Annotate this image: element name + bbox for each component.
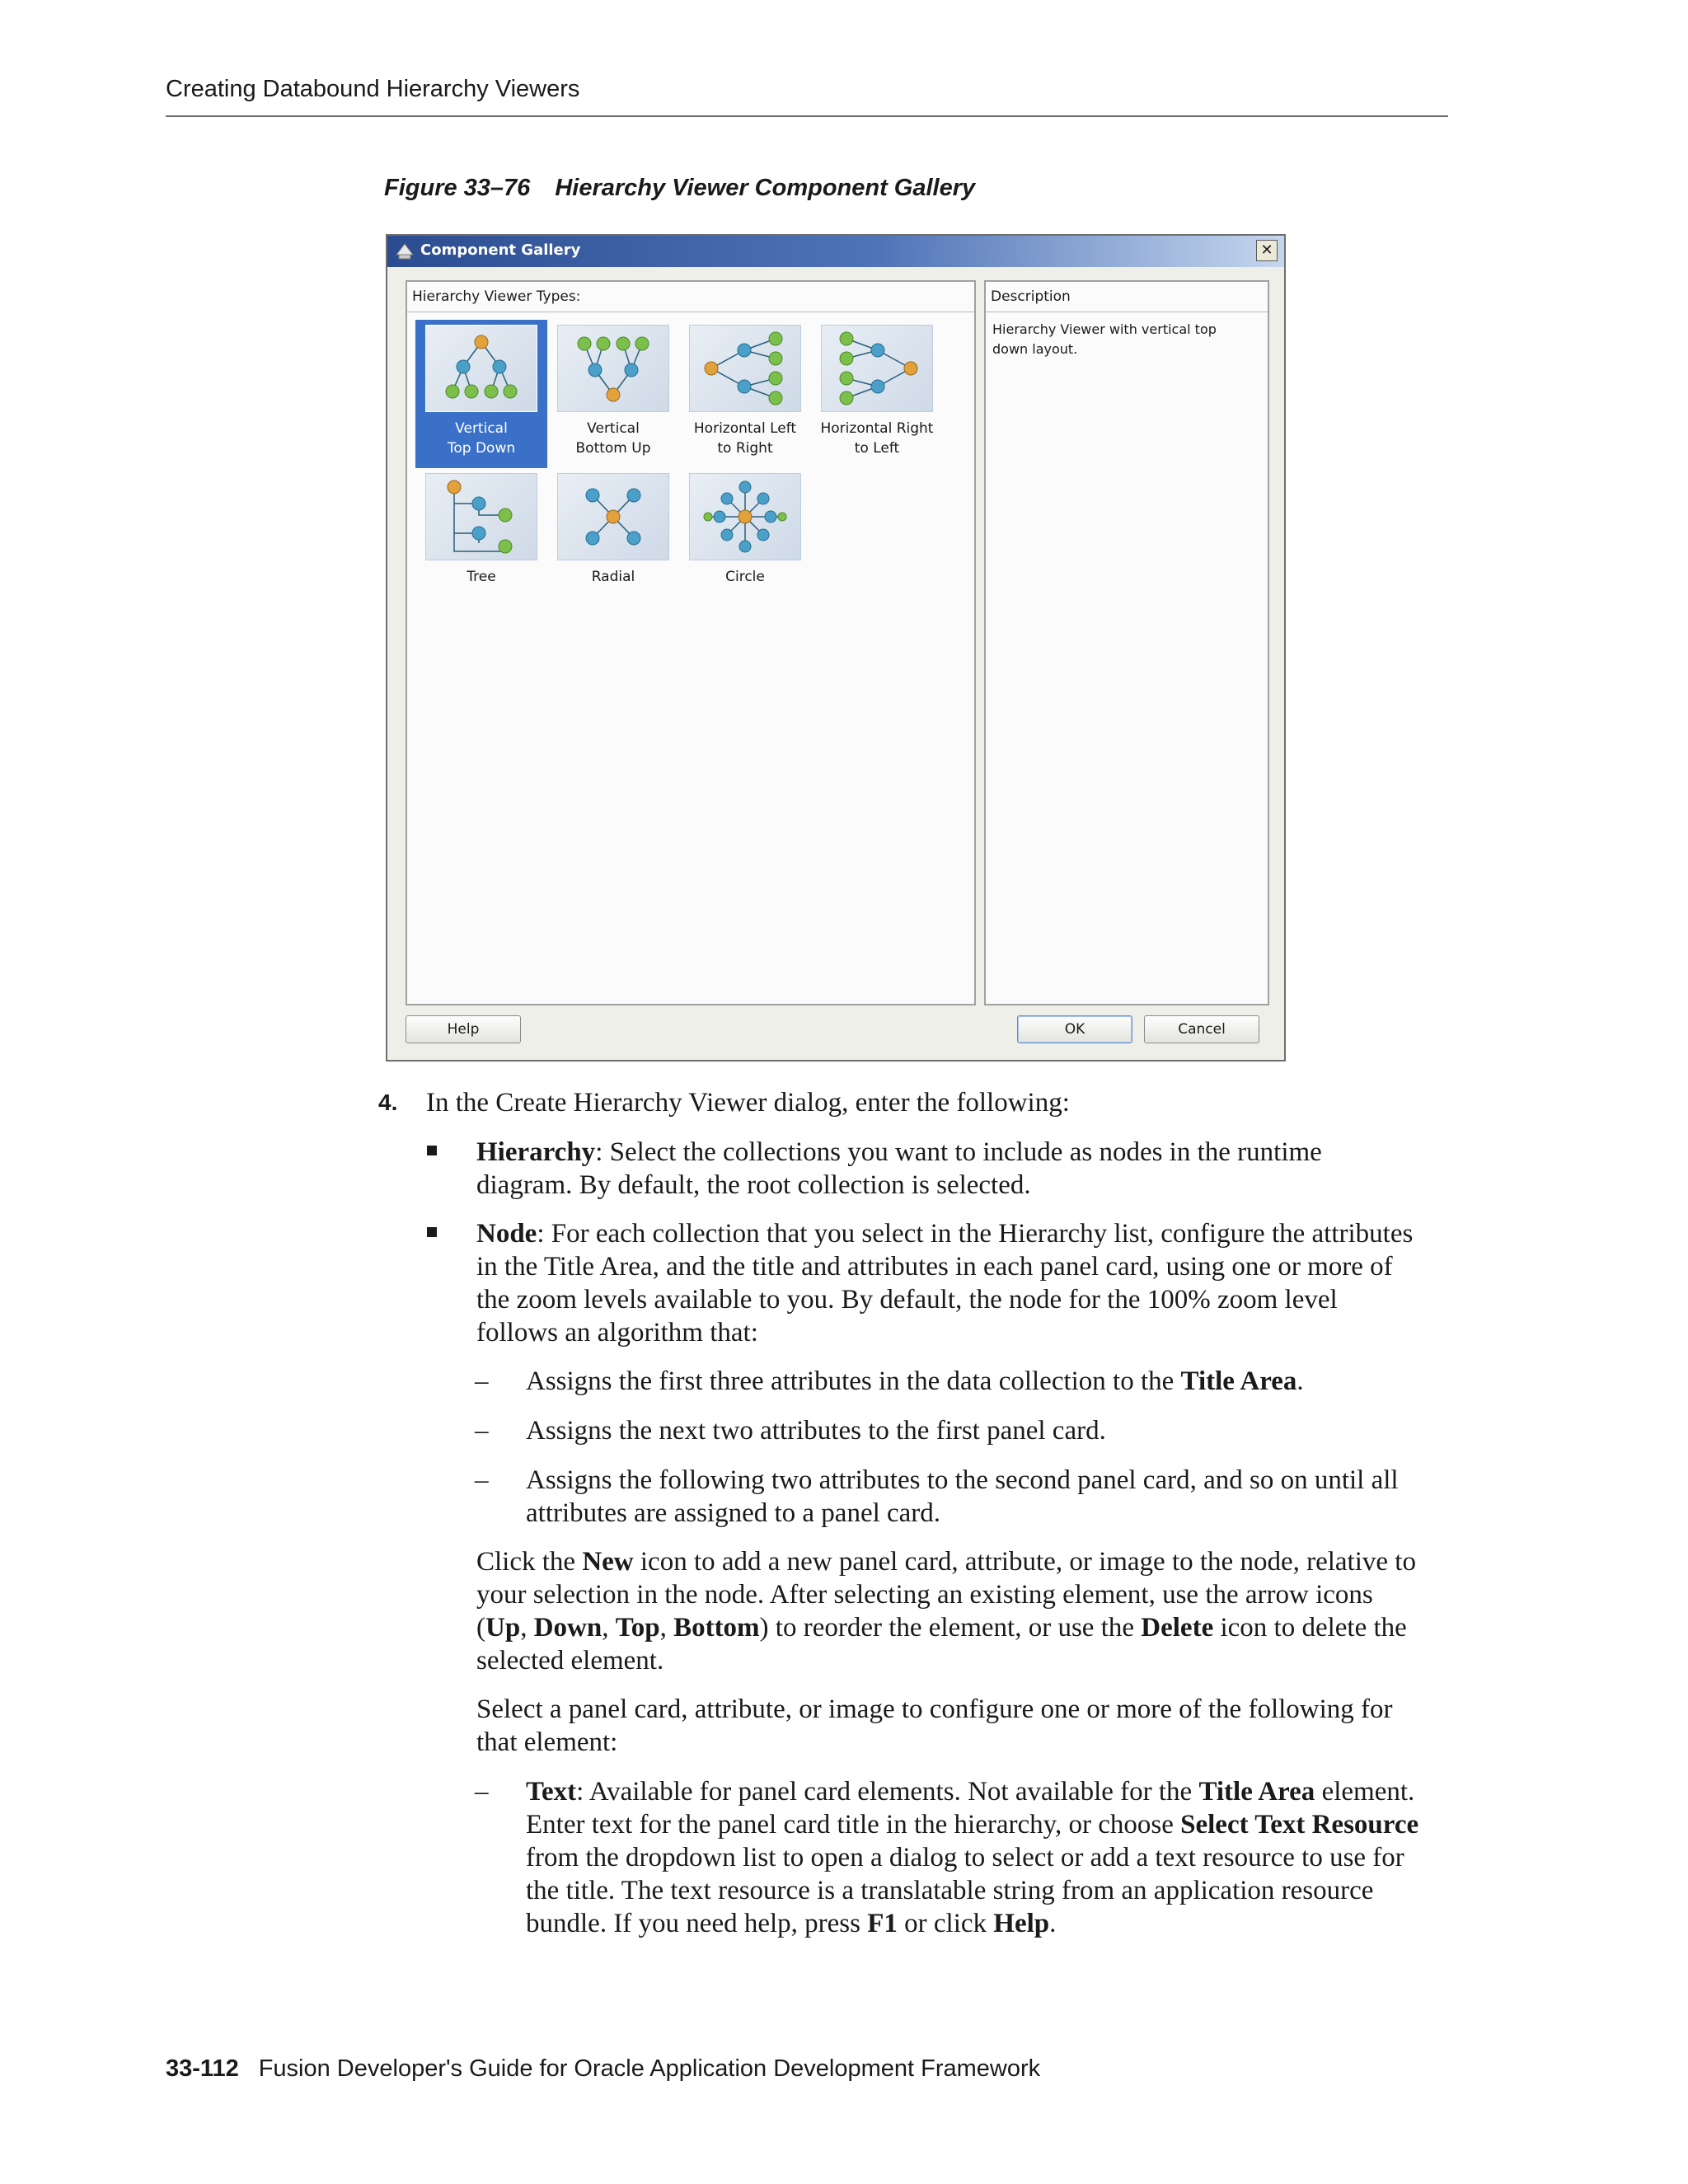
figure-title: Hierarchy Viewer Component Gallery xyxy=(555,175,976,201)
tree-icon xyxy=(426,474,537,560)
dialog-title: Component Gallery xyxy=(420,241,581,259)
horizontal-right-left-icon xyxy=(822,326,932,411)
paragraph-select-element: Select a panel card, attribute, or image to configure one or more of the following for that element: xyxy=(476,1694,1393,1757)
type-tile-circle[interactable] xyxy=(679,468,811,616)
dash-text: Assigns the next two attributes to the first panel card. xyxy=(526,1416,1106,1446)
type-label-line2: to Right xyxy=(717,440,773,457)
dash-mark: – xyxy=(475,1465,489,1495)
type-label xyxy=(547,567,679,587)
bullet-text xyxy=(476,1217,1424,1349)
figure-number: Figure 33–76 xyxy=(384,175,531,201)
horizontal-left-right-icon xyxy=(690,326,800,411)
circle-icon xyxy=(690,474,800,560)
thumb-frame xyxy=(689,473,801,560)
type-label-line1: Horizontal Right xyxy=(820,420,934,437)
description-label: Description xyxy=(991,288,1071,305)
type-label xyxy=(679,419,811,458)
text-run: . xyxy=(1049,1909,1057,1938)
page-footer xyxy=(166,2055,1040,2083)
cancel-button[interactable]: Cancel xyxy=(1144,1015,1259,1043)
bullet-body: : For each collection that you select in the Hierarchy list, configure the attributes in the Title Area, and the title and attributes in each panel card, using one or more of the zoom levels available to you. By default, the node for the 100% zoom level follows an algorithm that: xyxy=(476,1219,1414,1347)
type-label xyxy=(547,419,679,458)
type-tile-tree[interactable] xyxy=(415,468,547,616)
dash-end: . xyxy=(1296,1366,1304,1396)
thumb-frame xyxy=(689,325,801,412)
dash-mark: – xyxy=(475,1416,489,1446)
thumb-frame xyxy=(557,473,669,560)
text-run: Click the xyxy=(476,1547,583,1577)
dash-text: Assigns the following two attributes to the second panel card, and so on until all attributes are assigned to a panel card. xyxy=(526,1465,1399,1528)
bold-run: Select Text Resource xyxy=(1180,1810,1419,1840)
types-panel xyxy=(406,280,976,1005)
type-label-line1: Radial xyxy=(591,569,635,585)
type-tile-vertical-bottom-up[interactable] xyxy=(547,320,679,468)
types-label: Hierarchy Viewer Types: xyxy=(412,288,581,305)
bold-run: Bottom xyxy=(673,1613,760,1643)
gallery-app-icon xyxy=(394,241,415,262)
vertical-bottom-up-icon xyxy=(558,326,668,411)
thumb-frame xyxy=(425,325,537,412)
step-number: 4. xyxy=(378,1090,398,1115)
type-label-line2: Bottom Up xyxy=(575,440,651,457)
radial-icon xyxy=(558,474,668,560)
type-label xyxy=(415,567,547,587)
close-button[interactable] xyxy=(1256,240,1278,261)
type-label-line1: Horizontal Left xyxy=(693,420,797,437)
text-run: icon to add a new panel card, attribute, or image to the node, relative to your selection in the node. After selecting an existing element, use the arrow icons ( xyxy=(476,1547,1416,1643)
dash-mark: – xyxy=(475,1777,489,1807)
bold-run: Help xyxy=(993,1909,1050,1938)
text-run: , xyxy=(520,1613,534,1643)
type-label-line2: Top Down xyxy=(447,440,516,457)
dash-text xyxy=(526,1365,1424,1398)
dash-bold: Title Area xyxy=(1180,1366,1297,1396)
type-tile-horizontal-right-left[interactable] xyxy=(811,320,943,468)
text-run: from the dropdown list to open a dialog to select or add a text resource to use for the title. The text resource is a translatable string from an application resource bundle. If you need help, press xyxy=(526,1843,1404,1938)
paragraph-new-icon xyxy=(476,1545,1424,1677)
type-tile-horizontal-left-right[interactable] xyxy=(679,320,811,468)
dash-mark: – xyxy=(475,1366,489,1396)
type-label xyxy=(679,567,811,587)
text-run: , xyxy=(659,1613,674,1643)
bullet-text xyxy=(476,1136,1424,1202)
bold-run: Delete xyxy=(1141,1613,1214,1643)
dash-text xyxy=(526,1775,1424,1940)
description-panel xyxy=(984,280,1269,1005)
type-label xyxy=(415,419,547,458)
close-icon: ✕ xyxy=(1260,241,1273,259)
text-run: , xyxy=(602,1613,616,1643)
bold-run: Up xyxy=(485,1613,521,1643)
bold-run: F1 xyxy=(867,1909,898,1938)
type-label-line1: Tree xyxy=(467,569,496,585)
type-label-line1: Vertical xyxy=(587,420,640,437)
text-run: element. Enter text for the panel card title in the hierarchy, or choose xyxy=(526,1777,1415,1840)
bold-run: Down xyxy=(533,1613,603,1643)
page-header: Creating Databound Hierarchy Viewers xyxy=(166,76,580,102)
book-title: Fusion Developer's Guide for Oracle Application Development Framework xyxy=(258,2055,1041,2082)
bullet-body: : Select the collections you want to include as nodes in the runtime diagram. By default, the root collection is selected. xyxy=(476,1137,1322,1200)
bold-run: Text xyxy=(526,1777,577,1807)
vertical-top-down-icon xyxy=(426,326,537,411)
type-label-line1: Circle xyxy=(725,569,765,585)
header-rule xyxy=(166,115,1448,117)
bullet-square-icon xyxy=(427,1146,437,1155)
type-tile-vertical-top-down[interactable] xyxy=(415,320,547,468)
text-run: : Available for panel card elements. Not available for the xyxy=(576,1777,1199,1807)
bold-run: Title Area xyxy=(1198,1777,1315,1807)
description-text: Hierarchy Viewer with vertical top down layout. xyxy=(992,321,1217,357)
component-gallery-dialog xyxy=(386,234,1286,1062)
step-text: In the Create Hierarchy Viewer dialog, enter the following: xyxy=(426,1088,1070,1118)
thumb-frame xyxy=(425,473,537,560)
thumb-frame xyxy=(821,325,933,412)
page-number: 33-112 xyxy=(166,2055,239,2082)
bullet-term: Hierarchy xyxy=(476,1137,596,1167)
bullet-square-icon xyxy=(427,1227,437,1237)
text-run: icon to delete the selected element. xyxy=(476,1613,1407,1675)
type-label-line1: Vertical xyxy=(455,420,508,437)
type-label-line2: to Left xyxy=(854,440,900,457)
bold-run: Top xyxy=(615,1613,660,1643)
ok-button[interactable]: OK xyxy=(1017,1015,1132,1043)
dialog-titlebar xyxy=(387,236,1284,267)
bullet-term: Node xyxy=(476,1219,537,1249)
type-tile-radial[interactable] xyxy=(547,468,679,616)
help-button[interactable]: Help xyxy=(406,1015,521,1043)
type-label xyxy=(811,419,943,458)
bold-run: New xyxy=(582,1547,634,1577)
text-run: ) to reorder the element, or use the xyxy=(759,1613,1142,1643)
figure-caption xyxy=(384,175,975,202)
text-run: or click xyxy=(897,1909,994,1938)
thumb-frame xyxy=(557,325,669,412)
dash-body: Assigns the first three attributes in the data collection to the xyxy=(526,1366,1181,1396)
